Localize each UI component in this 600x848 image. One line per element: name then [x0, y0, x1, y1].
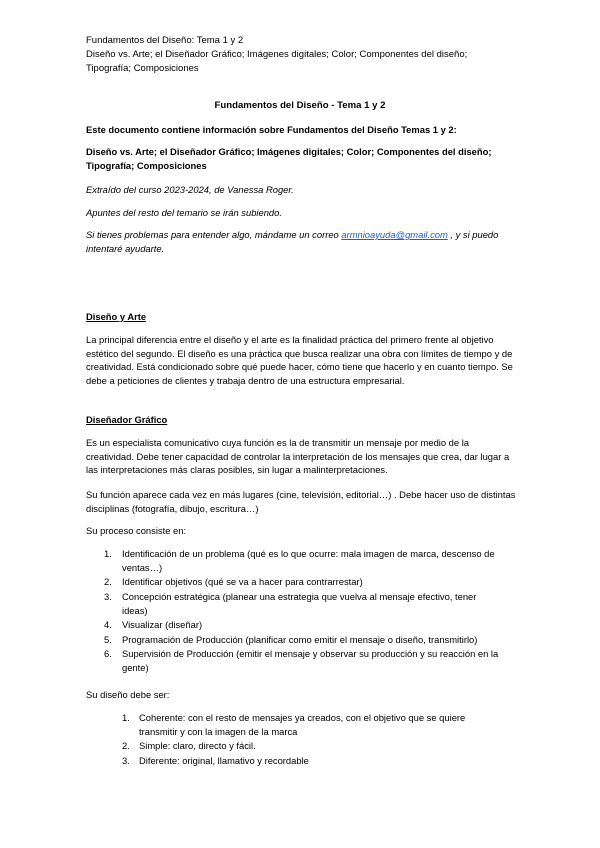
list-item: 2. Identificar objetivos (qué se va a hacer para contrarrestar): [104, 576, 363, 588]
disenador-paragraph-1: Es un especialista comunicativo cuya función es la de transmitir un mensaje por medio de la creatividad. Debe tener capacidad de controlar la interpretación de los mensajes que crea, dar lugar a las interpretaciones más claras posibles, sin lugar a malinterpretaciones.: [86, 437, 510, 476]
list-item: 1. Identificación de un problema (qué es lo que ocurre: mala imagen de marca, descenso de ventas…): [104, 548, 495, 573]
section-title-disenador: Diseñador Gráfico: [86, 414, 168, 425]
list-item: 1. Coherente: con el resto de mensajes ya creados, con el objetivo que se quiere transmitir y con la imagen de la marca: [122, 712, 466, 737]
list-item: 3. Diferente: original, llamativo y recordable: [122, 754, 309, 766]
document-title: Fundamentos del Diseño - Tema 1 y 2: [214, 100, 386, 111]
header-line-3: Tipografía; Composiciones: [86, 62, 199, 74]
list-item: 5. Programación de Producción (planificar como emitir el mensaje o diseño, transmitirlo): [104, 633, 478, 645]
contact-text: [86, 228, 506, 255]
process-list: [104, 547, 502, 676]
source-text: Extraído del curso 2023-2024, de Vanessa Roger.: [86, 184, 294, 195]
section-body-diseno-arte: La principal diferencia entre el diseño y el arte es la finalidad práctica del primero frente al objetivo estético del segundo. El diseño es una práctica que busca realizar una obra con límites de tiempo y de creatividad. Está condicionado sobre qué puede hacer, cómo tiene que hacerlo y en cuanto tiempo. Se debe a peticiones de clientes y trabaja dentro de una estructura empresarial.: [86, 334, 513, 386]
notes-text: Apuntes del resto del temario se irán subiendo.: [86, 207, 282, 218]
header-line-1: Fundamentos del Diseño: Tema 1 y 2: [86, 35, 244, 46]
email-link[interactable]: armnioayuda@gmail.com: [341, 229, 448, 240]
topics-text: Diseño vs. Arte; el Diseñador Gráfico; Imágenes digitales; Color; Componentes del diseño; Tipografía; Composiciones: [86, 146, 492, 171]
page-header: [86, 34, 526, 75]
list-item: 3. Concepción estratégica (planear una estrategia que vuelva al mensaje efectivo, tener ideas): [104, 590, 477, 616]
contact-suffix: , y si puedo intentaré ayudarte.: [86, 229, 499, 254]
disenador-paragraph-2: Su función aparece cada vez en más lugares (cine, televisión, editorial…) . Debe hacer uso de distintas disciplinas (fotografía, dibujo, escritura…): [86, 489, 516, 514]
contact-prefix: Si tienes problemas para entender algo, mándame un correo: [86, 229, 342, 240]
intro-text: Este documento contiene información sobre Fundamentos del Diseño Temas 1 y 2:: [86, 124, 457, 135]
list-item: 6. Supervisión de Producción (emitir el mensaje y observar su producción y su reacción en la gente): [104, 648, 499, 673]
process-intro: Su proceso consiste en:: [86, 525, 187, 536]
section-title-diseno-arte: Diseño y Arte: [86, 311, 147, 322]
list-item: 2. Simple: claro, directo y fácil.: [122, 740, 256, 752]
header-line-2: Diseño vs. Arte; el Diseñador Gráfico; Imágenes digitales; Color; Componentes del diseño;: [86, 48, 468, 60]
design-list: [122, 711, 494, 769]
design-intro: Su diseño debe ser:: [86, 689, 170, 700]
list-item: 4. Visualizar (diseñar): [104, 619, 203, 631]
